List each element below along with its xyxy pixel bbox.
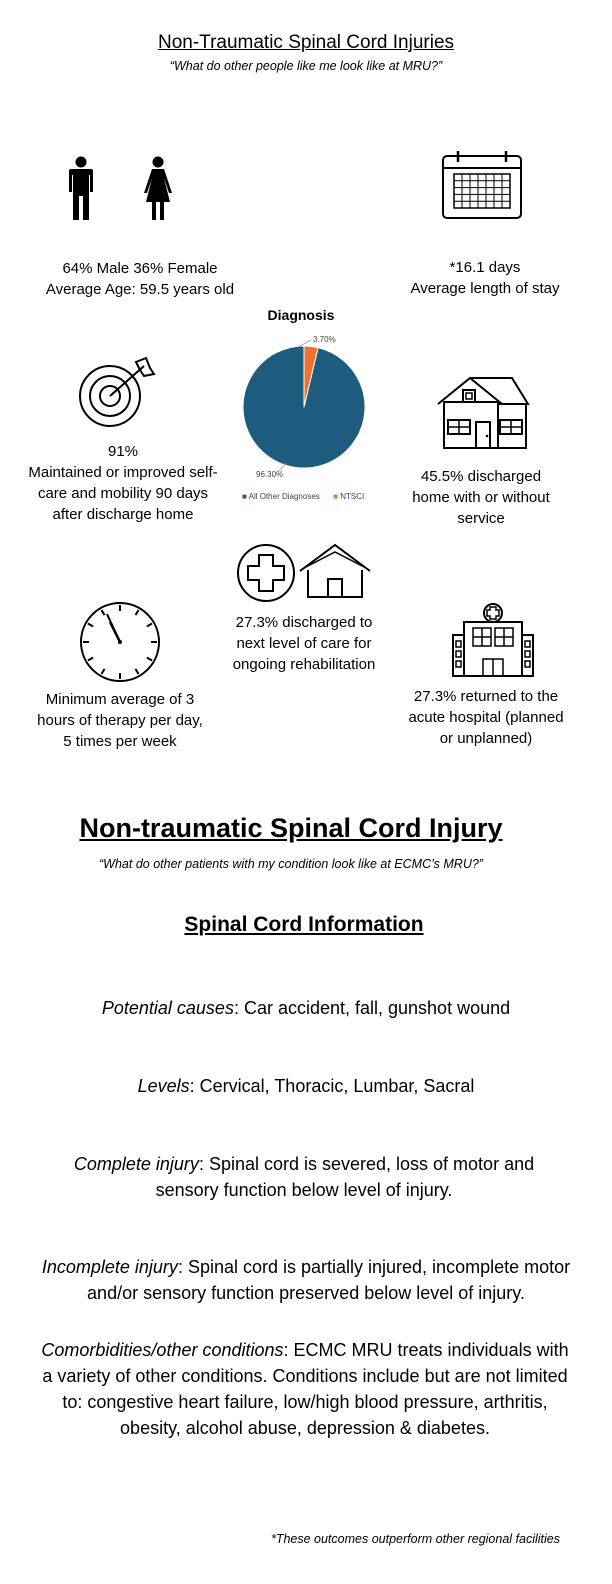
home-line-3: service <box>457 510 505 527</box>
complete-paragraph <box>52 1151 556 1203</box>
data-label-ntsci: 3.70% <box>313 335 336 344</box>
stay-value: *16.1 days <box>449 259 521 276</box>
comorbidities-label: Comorbidities/other conditions <box>41 1340 284 1360</box>
comorbidities-text: : ECMC MRU treats individuals with a variety of other conditions. Conditions include but are not limited to: congestive heart failure, low/high blood pressure, arthritis, obesity, alcohol abuse, depression & diabetes. <box>42 1340 569 1438</box>
therapy-line-1: Minimum average of 3 <box>45 691 195 708</box>
clock-tick <box>102 669 105 674</box>
clock-tick <box>147 658 152 661</box>
causes-label: Potential causes <box>101 998 234 1018</box>
selfcare-pct: 91% <box>107 443 139 460</box>
age-stat: Average Age: 59.5 years old <box>45 281 235 298</box>
therapy-line-3: 5 times per week <box>63 733 177 750</box>
home-line-1: 45.5% discharged <box>420 468 542 485</box>
section-title: Non-traumatic Spinal Cord Injury <box>79 813 503 843</box>
comorbidities-paragraph <box>40 1337 570 1441</box>
house-icon <box>436 376 530 450</box>
chart-title: Diagnosis <box>267 307 335 323</box>
selfcare-line-3: after discharge home <box>52 506 194 523</box>
incomplete-label: Incomplete injury <box>41 1257 178 1277</box>
complete-label: Complete injury <box>73 1154 199 1174</box>
home-outline-icon <box>298 543 372 599</box>
levels-paragraph <box>30 1073 582 1099</box>
causes-paragraph <box>30 995 582 1021</box>
clock-tick <box>88 658 93 661</box>
acute-line-3: or unplanned) <box>439 730 533 747</box>
target-icon <box>78 358 160 428</box>
incomplete-text: : Spinal cord is partially injured, incomplete motor and/or sensory function preserved below level of injury. <box>87 1257 571 1303</box>
clock-tick <box>136 669 139 674</box>
gender-stat: 64% Male 36% Female <box>62 260 218 277</box>
home-line-2: home with or without <box>412 489 550 506</box>
page-subtitle: “What do other people like me look like at MRU?” <box>169 59 443 73</box>
chart-legend <box>242 492 364 501</box>
clock-tick <box>102 610 105 615</box>
next-level-line-1: 27.3% discharged to <box>235 614 373 631</box>
clock-tick <box>136 610 139 615</box>
complete-text: : Spinal cord is severed, loss of motor and sensory function below level of injury. <box>155 1154 535 1200</box>
data-label-other: 96.30% <box>256 470 284 479</box>
clock-tick <box>147 624 152 627</box>
section-subtitle: “What do other patients with my condition look like at ECMC’s MRU?” <box>99 857 483 871</box>
legend-label-ntsci: NTSCI <box>340 492 365 501</box>
legend-label-other: All Other Diagnoses <box>248 492 320 501</box>
clock-icon <box>78 600 162 684</box>
levels-text: : Cervical, Thoracic, Lumbar, Sacral <box>189 1076 475 1096</box>
causes-text: : Car accident, fall, gunshot wound <box>233 998 511 1018</box>
legend-swatch-other: ■ <box>242 492 247 501</box>
legend-swatch-ntsci: ■ <box>333 492 338 501</box>
incomplete-paragraph <box>30 1254 582 1306</box>
selfcare-line-1: Maintained or improved self- <box>28 464 218 481</box>
footnote: *These outcomes outperform other regional facilities <box>270 1532 560 1546</box>
page-title: Non-Traumatic Spinal Cord Injuries <box>157 32 455 53</box>
acute-line-2: acute hospital (planned <box>408 709 564 726</box>
stay-label: Average length of stay <box>410 280 560 297</box>
levels-label: Levels <box>137 1076 190 1096</box>
therapy-line-2: hours of therapy per day, <box>37 712 203 729</box>
medical-cross-icon <box>236 543 296 603</box>
hospital-icon <box>452 603 534 677</box>
selfcare-line-2: care and mobility 90 days <box>37 485 209 502</box>
next-level-line-3: ongoing rehabilitation <box>232 656 376 673</box>
section-heading: Spinal Cord Information <box>184 913 424 936</box>
clock-tick <box>88 624 93 627</box>
next-level-line-2: next level of care for <box>236 635 372 652</box>
acute-line-1: 27.3% returned to the <box>413 688 559 705</box>
